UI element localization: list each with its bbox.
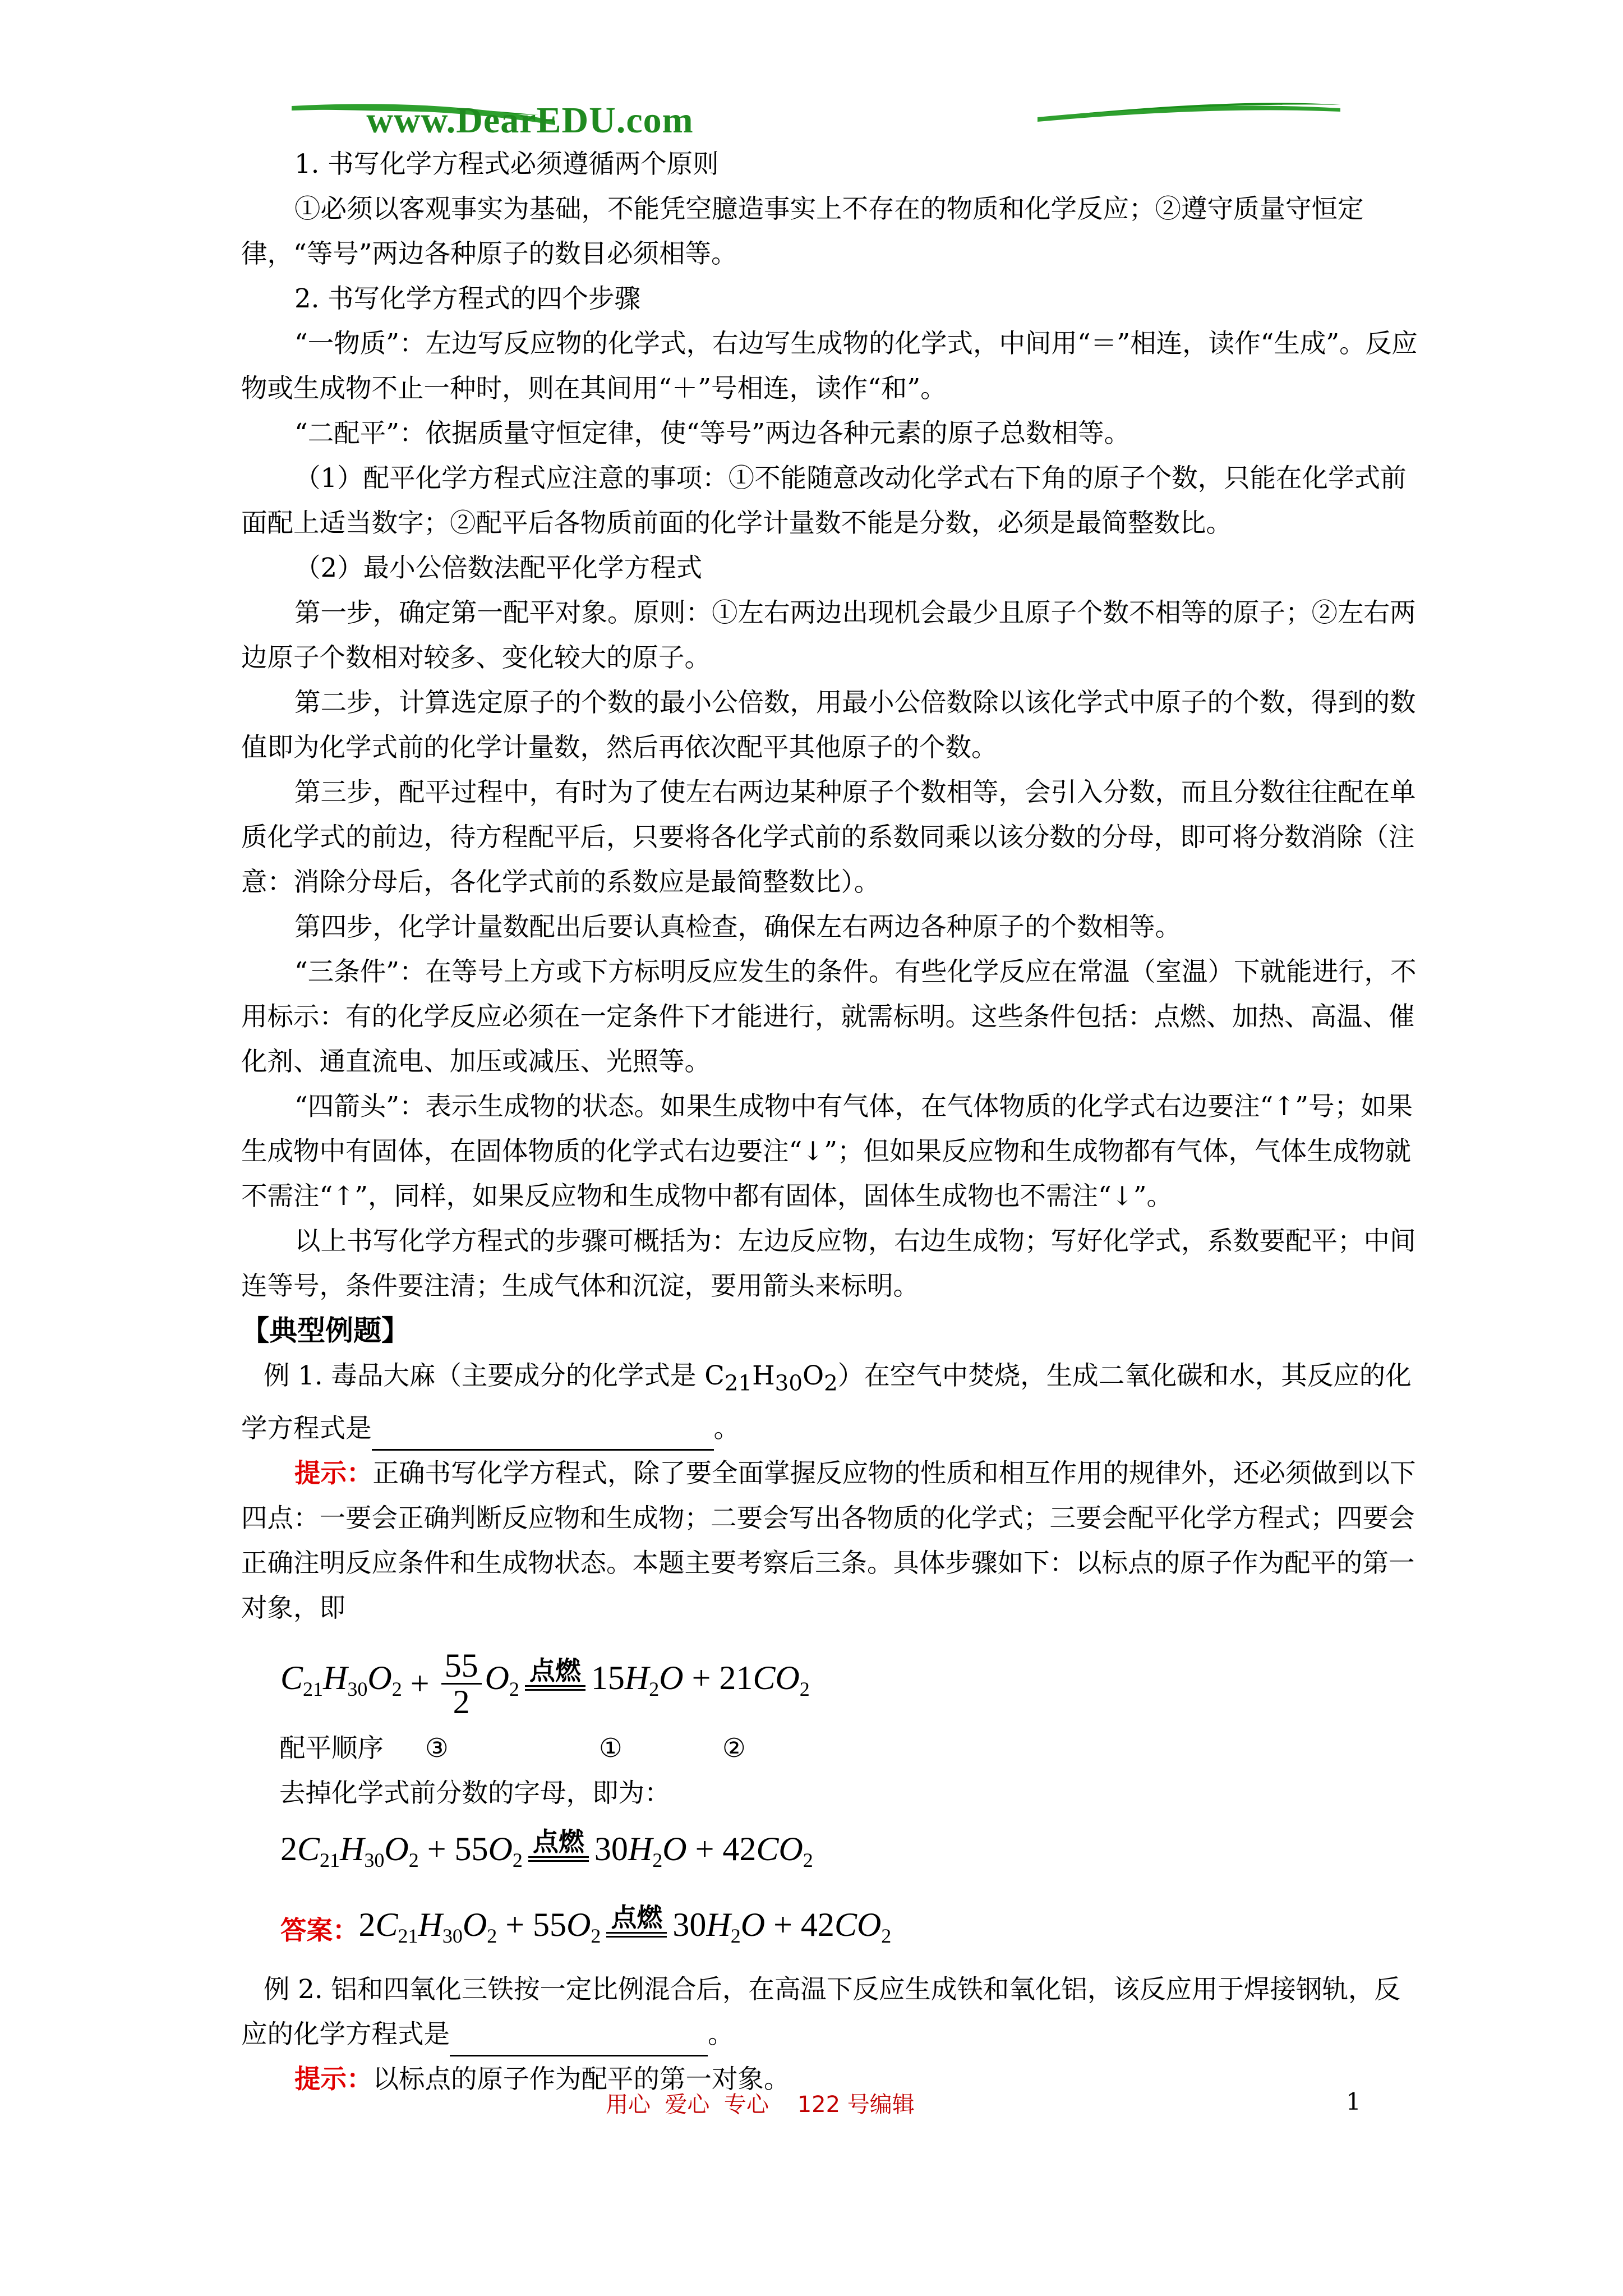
document-body	[241, 141, 1419, 2101]
balancing-order: 配平顺序 ③ ① ②	[279, 1733, 746, 1764]
reaction-condition: 点燃	[528, 1827, 589, 1862]
lcm-step-1: 第一步，确定第一配平对象。原则：①左右两边出现机会最少且原子个数不相等的原子；②左右两边原子个数相对较多、变化较大的原子。	[241, 597, 1416, 673]
lcm-method-title: （2）最小公倍数法配平化学方程式	[294, 553, 703, 583]
site-logo-text: www.DearEDU.com	[366, 100, 694, 141]
section-1-title: 1. 书写化学方程式必须遵循两个原则	[294, 149, 719, 179]
section-heading: 【典型例题】	[241, 1314, 409, 1347]
summary-paragraph: 以上书写化学方程式的步骤可概括为：左边反应物，右边生成物；写好化学式，系数要配平；中间连等号，条件要注清；生成气体和沉淀，要用箭头来标明。	[241, 1226, 1416, 1301]
footer-text: 用心 爱心 专心 122 号编辑	[606, 2092, 915, 2118]
equation-fractional: $C_{21}H_{30}O_2$ + $\frac{55}{2}$ $O_2$ 点燃 $15H_2O + 21CO_2$	[280, 1646, 810, 1720]
example-2-hint: 提示：以标点的原子作为配平的第一对象。	[294, 2063, 790, 2095]
remove-fraction-text: 去掉化学式前分数的字母，即为：	[279, 1778, 671, 1809]
reaction-condition: 点燃	[606, 1903, 667, 1938]
step-one-paragraph: “一物质”：左边写反应物的化学式，右边写生成物的化学式，中间用“＝”相连，读作“生成”。反应物或生成物不止一种时，则在其间用“＋”号相连，读作“和”。	[241, 328, 1418, 403]
principle-paragraph: ①必须以客观事实为基础，不能凭空臆造事实上不存在的物质和化学反应；②遵守质量守恒定律，“等号”两边各种原子的数目必须相等。	[241, 194, 1364, 269]
equation-integer: $2C_{21}H_{30}O_2 + 55O_2$ 点燃 $30H_2O + 42CO_2$	[280, 1826, 813, 1872]
page-number: 1	[1346, 2088, 1361, 2115]
hint-label: 提示：	[294, 1457, 373, 1489]
balancing-notes-paragraph: （1）配平化学方程式应注意的事项：①不能随意改动化学式右下角的原子个数，只能在化学式前面配上适当数字；②配平后各物质前面的化学计量数不能是分数，必须是最简整数比。	[241, 463, 1407, 538]
step-four-paragraph: “四箭头”：表示生成物的状态。如果生成物中有气体，在气体物质的化学式右边要注“↑”号；如果生成物中有固体，在固体物质的化学式右边要注“↓”；但如果反应物和生成物都有气体，气体生成物就不需注“↑”，同样，如果反应物和生成物中都有固体，固体生成物也不需注“↓”。	[241, 1091, 1413, 1211]
lcm-step-4: 第四步，化学计量数配出后要认真检查，确保左右两边各种原子的个数相等。	[294, 912, 1181, 942]
lcm-step-2: 第二步，计算选定原子的个数的最小公倍数，用最小公倍数除以该化学式中原子的个数，得到的数值即为化学式前的化学计量数，然后再依次配平其他原子的个数。	[241, 687, 1416, 762]
step-two-paragraph: “二配平”：依据质量守恒定律，使“等号”两边各种元素的原子总数相等。	[294, 418, 1131, 448]
step-three-paragraph: “三条件”：在等号上方或下方标明反应发生的条件。有些化学反应在常温（室温）下就能进行，不用标示：有的化学反应必须在一定条件下才能进行，就需标明。这些条件包括：点燃、加热、高温、催化剂、通直流电、加压或减压、光照等。	[241, 956, 1417, 1076]
reaction-condition: 点燃	[525, 1656, 585, 1691]
answer-equation: 答案： $2C_{21}H_{30}O_2 + 55O_2$ 点燃 $30H_2O + 42CO_2$	[280, 1902, 892, 1948]
example-1-hint: 提示：正确书写化学方程式，除了要全面掌握反应物的性质和相互作用的规律外，还必须做到以下四点：一要会正确判断反应物和生成物；二要会写出各物质的化学式；三要会配平化学方程式；四要会正确注明反应条件和生成物状态。本题主要考察后三条。具体步骤如下：以标点的原子作为配平的第一对象，即	[241, 1457, 1416, 1623]
lcm-step-3: 第三步，配平过程中，有时为了使左右两边某种原子个数相等，会引入分数，而且分数往往配在单质化学式的前边，待方程配平后，只要将各化学式前的系数同乘以该分数的分母，即可将分数消除（注意：消除分母后，各化学式前的系数应是最简整数比）。	[241, 777, 1416, 897]
section-2-title: 2. 书写化学方程式的四个步骤	[294, 283, 641, 314]
answer-blank[interactable]	[450, 2026, 708, 2056]
example-1-question: 例 1. 毒品大麻（主要成分的化学式是 $C_{21}H_{30}O_2$）在空气中焚烧，生成二氧化碳和水，其反应的化学方程式是 。	[241, 1353, 1419, 1451]
fraction: $\frac{55}{2}$	[441, 1648, 482, 1719]
answer-blank[interactable]	[372, 1420, 714, 1451]
hint-label: 提示：	[294, 2063, 373, 2095]
example-2-question: 例 2. 铝和四氧化三铁按一定比例混合后，在高温下反应生成铁和氧化铝，该反应用于焊接钢轨，反应的化学方程式是 。	[241, 1967, 1419, 2056]
